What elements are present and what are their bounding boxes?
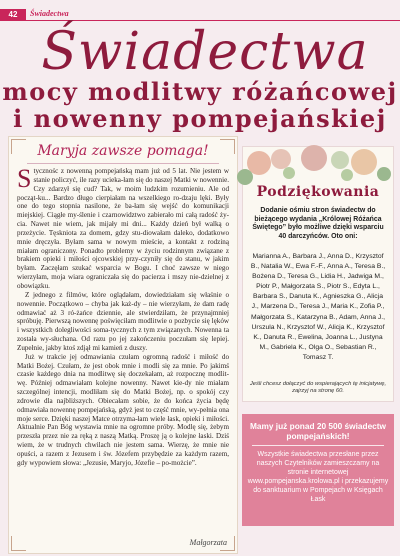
donor-names: Marianna A., Barbara J., Anna D., Krzysztof B., Natalia W., Ewa F.-F., Anna A., Teresa B., Bożena D., Teresa G., Lidia H., Jadwiga M., Piotr P., Małgorzata S., Piotr S., Edyta L., Barbara S., Danuta K., Agnieszka G., Alicja J., Marzena D., Teresa J., Maria K., Zofia P., Małgorzata S., Katarzyna B., Adam, Anna J., Urszula N., Krzysztof W., Alicja K., Krzysztof K., Danuta R., Ewelina, Joanna L., Justyna M., Gabriela K., Olga O., Sebastian R., Tomasz T. xyxy=(250,253,386,361)
testimony-article xyxy=(8,136,238,554)
page-subtitle-line1: mocy modlitwy różańcowej xyxy=(2,77,398,106)
article-body xyxy=(17,164,229,468)
page-title: Świadectwa xyxy=(41,22,369,82)
promo-divider xyxy=(252,445,384,446)
promo-box xyxy=(242,414,394,526)
article-signature: Małgorzata xyxy=(189,538,227,547)
page-header xyxy=(0,0,400,22)
frame-corner xyxy=(11,536,26,551)
thanks-title: Podziękowania xyxy=(256,184,380,200)
thanks-panel xyxy=(242,146,394,402)
article-paragraph: Już w trakcie jej odmawiania czułam ogromną radość i miłość do Matki Bożej. Czułam, że jest obok mnie i modli się za mnie. Po jakimś czasie każdego dnia na modlitwę się doczekałam, aż rozpocznę modlit-wę. Później odmawiałam kolejne nowenny. Nawet kie-dy nie miałam szczególnej intencji, modliłam się do Matki Bożej, np. o spokój czy zdrowie dla najbliższych. Obiecałam sobie, że do końca życia będę odmawiała nowennę pompejańską, gdyż jest to część mnie, wy-pełnia ona moje serce. Dzięki naszej Matce otrzyma-łam wiele łask, opieki i miłości. Aktualnie Pan Bóg wystawia mnie na ogromne próby. Modlę się, żebym przeszła przez nie za ręką z naszą Matką. Proszę ją o kolejne łaski. Dziś wiem, że w trudnych chwilach nie jestem sama. Wierzę, że mnie nie opuści, a razem z Jezusem i św. Józefem przybędzie za każdym razem, gdy wypowiem słowa: „Jezusie, Maryjo, Józefie – po-możcie”. xyxy=(17,352,229,467)
page-subtitle-line2: i nowenny pompejańskiej xyxy=(13,104,387,133)
section-label: Świadectwa xyxy=(30,9,69,18)
article-heading: Maryja zawsze pomaga! xyxy=(37,143,209,159)
article-divider xyxy=(27,163,219,164)
drop-cap: S xyxy=(17,164,32,193)
header-divider xyxy=(26,20,400,21)
article-paragraph xyxy=(17,164,229,291)
article-paragraph: Z jednego z filmów, które oglądałam, dowiedziałam się właśnie o nowennie. Początkowo – chyba jak każ-dy – nie wierzyłam, że dam radę odmawiać aż 3 ró-żańce dziennie, ale stwierdziłam, że przynajmniej spróbuję. Pierwszą nowennę poświęciłam modlitwie o pozbycie się lęków i wszystkich dolegliwości soma-tycznych z tym związanych. Nowenna ta została wy-słuchana. Od razu po jej zakończeniu poczułam się lepiej. Zupełnie, jakby ktoś zdjął mi kamień z duszy. xyxy=(17,290,229,352)
thanks-intro: Dodanie ośmiu stron świadectw do bieżącego wydania „Królowej Różańca Świętego” było możliwe dzięki wsparciu 40 darczyńców. Oto oni: xyxy=(252,207,384,240)
promo-headline: Mamy już ponad 20 500 świadectw pompejańskich! xyxy=(249,421,387,441)
promo-body: Wszystkie świadectwa przesłane przez naszych Czytelników zamieszczamy na stronie internetowej www.pompejanska.krolowa.pl i przekazujemy do sanktuarium w Pompejach w Księgach Łask xyxy=(247,451,389,503)
thanks-note: Jeśli chcesz dołączyć do wspierających tę inicjatywę, zajrzyj na stronę 60. xyxy=(249,381,387,395)
page-number: 42 xyxy=(0,9,26,21)
article-paragraph-text: tycznośc z nowenną pompejańską mam już od 5 lat. Nie jestem w stanie policzyć, ile razy ucieka-łam się do naszej Matki w nowennie. Czy zdarzył się cud? Tak, w moim ludzkim rozumieniu. Ale od począt-ku... Bardzo długo cierpiałam na wszelkiego ro-dzaju lęki. Były one do tego stopnia nasilone, że ba-łam się wejść do komunikacji miejskiej. Ciągłe my-ślenie i czarnowidztwo zabierało mi całą radość ży-cia. Nawet nie wiem, jak mijały mi dni... Każdy dzień był walką o przeżycie. Tęskniota za domem, gdzy stu-diowałam daleko, dodatkowo mnie dręczyła. Byłam sama w nowym mieście, a kontakt z rodziną miałam ograniczony. Ponadto problemy w życiu rodzinnym związane z brakiem opieki i miłości ojcowskiej przy-czyniły się do stanu, w jakim byłam. Zaczęłam szukać wsparcia w Bogu. I choć zawsze w niego wierzyłam, moja wiara ograniczała się do pacierza i mszy nie-dzielnej z obowiązku. xyxy=(17,167,229,290)
